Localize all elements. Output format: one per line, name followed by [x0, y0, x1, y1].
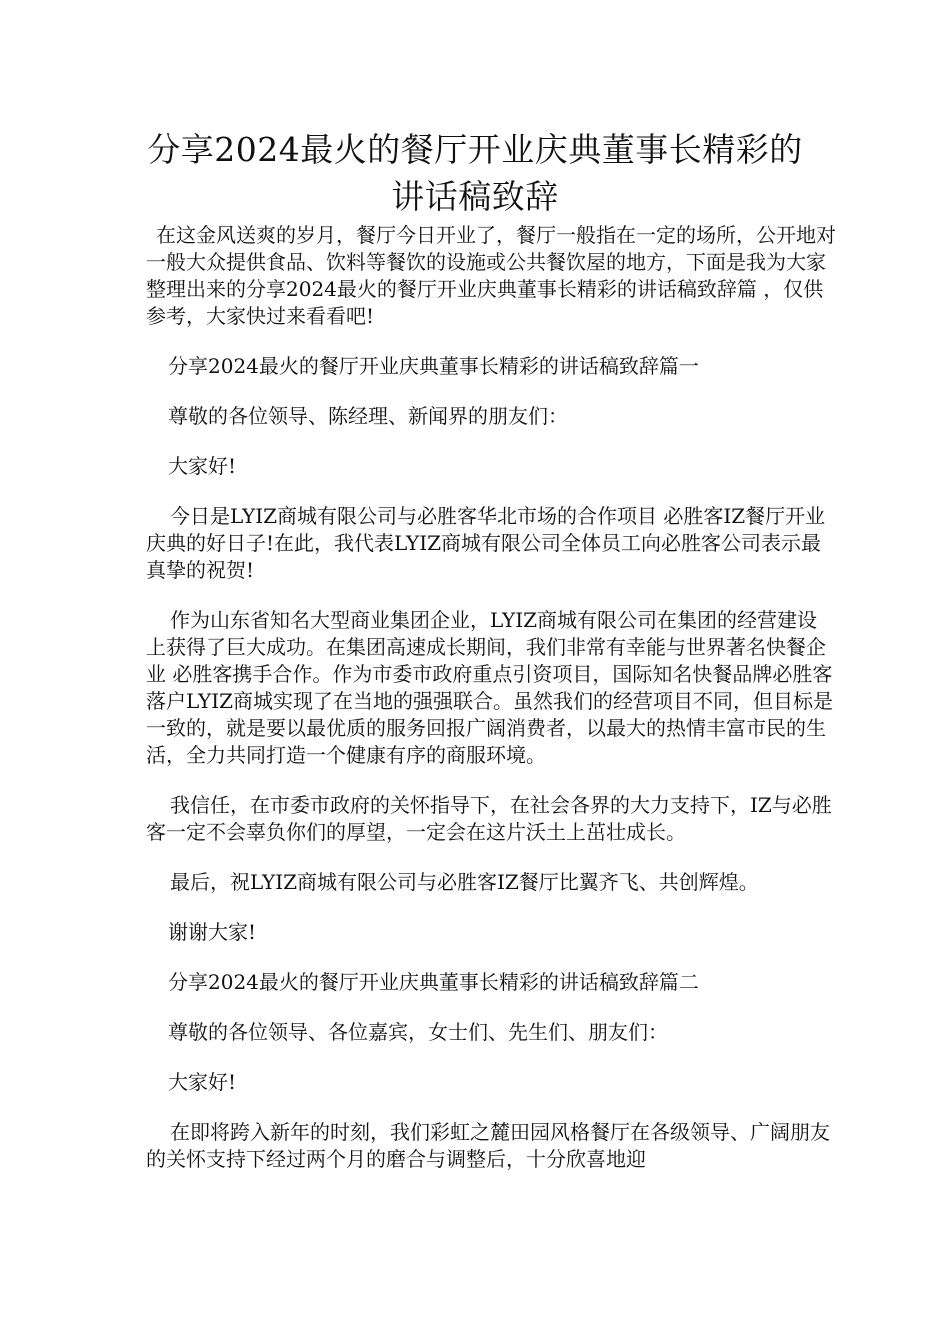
speech-paragraph-5: 在即将跨入新年的时刻，我们彩虹之麓田园风格餐厅在各级领导、广阔朋友的关怀支持下经过两个月的磨合与调整后，十分欣喜地迎	[146, 1120, 830, 1171]
greeting-two: 大家好!	[168, 1070, 237, 1094]
salutation-two: 尊敬的各位领导、各位嘉宾，女士们、先生们、朋友们：	[168, 1020, 668, 1044]
thanks-line: 谢谢大家!	[168, 920, 257, 944]
document-title: 分享2024最火的餐厅开业庆典董事长精彩的讲话稿致辞	[147, 130, 803, 216]
intro-paragraph: 在这金风送爽的岁月，餐厅今日开业了，餐厅一般指在一定的场所，公开地对一般大众提供食品、饮料等餐饮的设施或公共餐饮屋的地方，下面是我为大家整理出来的分享2024最火的餐厅开业庆典董事长精彩的讲话稿致辞篇 ，仅供参考，大家快过来看看吧!	[146, 223, 836, 328]
speech-paragraph-4: 最后，祝LYIZ商城有限公司与必胜客IZ餐厅比翼齐飞、共创辉煌。	[170, 870, 759, 894]
greeting-one: 大家好!	[168, 454, 237, 478]
speech-paragraph-3: 我信任，在市委市政府的关怀指导下，在社会各界的大力支持下，IZ与必胜客一定不会辜负你们的厚望，一定会在这片沃土上茁壮成长。	[146, 793, 832, 844]
section-one-heading: 分享2024最火的餐厅开业庆典董事长精彩的讲话稿致辞篇一	[168, 354, 699, 378]
speech-paragraph-2: 作为山东省知名大型商业集团企业，LYIZ商城有限公司在集团的经营建设上获得了巨大成功。在集团高速成长期间，我们非常有幸能与世界著名快餐企业 必胜客携手合作。作为市委市政府重点引资项目，国际知名快餐品牌必胜客落户LYIZ商城实现了在当地的强强联合。虽然我们的经营项目不同，但目标是一致的，就是要以最优质的服务回报广阔消费者，以最大的热情丰富市民的生活，全力共同打造一个健康有序的商服环境。	[146, 608, 834, 767]
section-two-heading: 分享2024最火的餐厅开业庆典董事长精彩的讲话稿致辞篇二	[168, 970, 699, 994]
document-body	[146, 222, 836, 1196]
salutation-one: 尊敬的各位领导、陈经理、新闻界的朋友们：	[168, 404, 568, 428]
speech-paragraph-1: 今日是LYIZ商城有限公司与必胜客华北市场的合作项目 必胜客IZ餐厅开业庆典的好日子!在此，我代表LYIZ商城有限公司全体员工向必胜客公司表示最真挚的祝贺!	[146, 504, 826, 582]
